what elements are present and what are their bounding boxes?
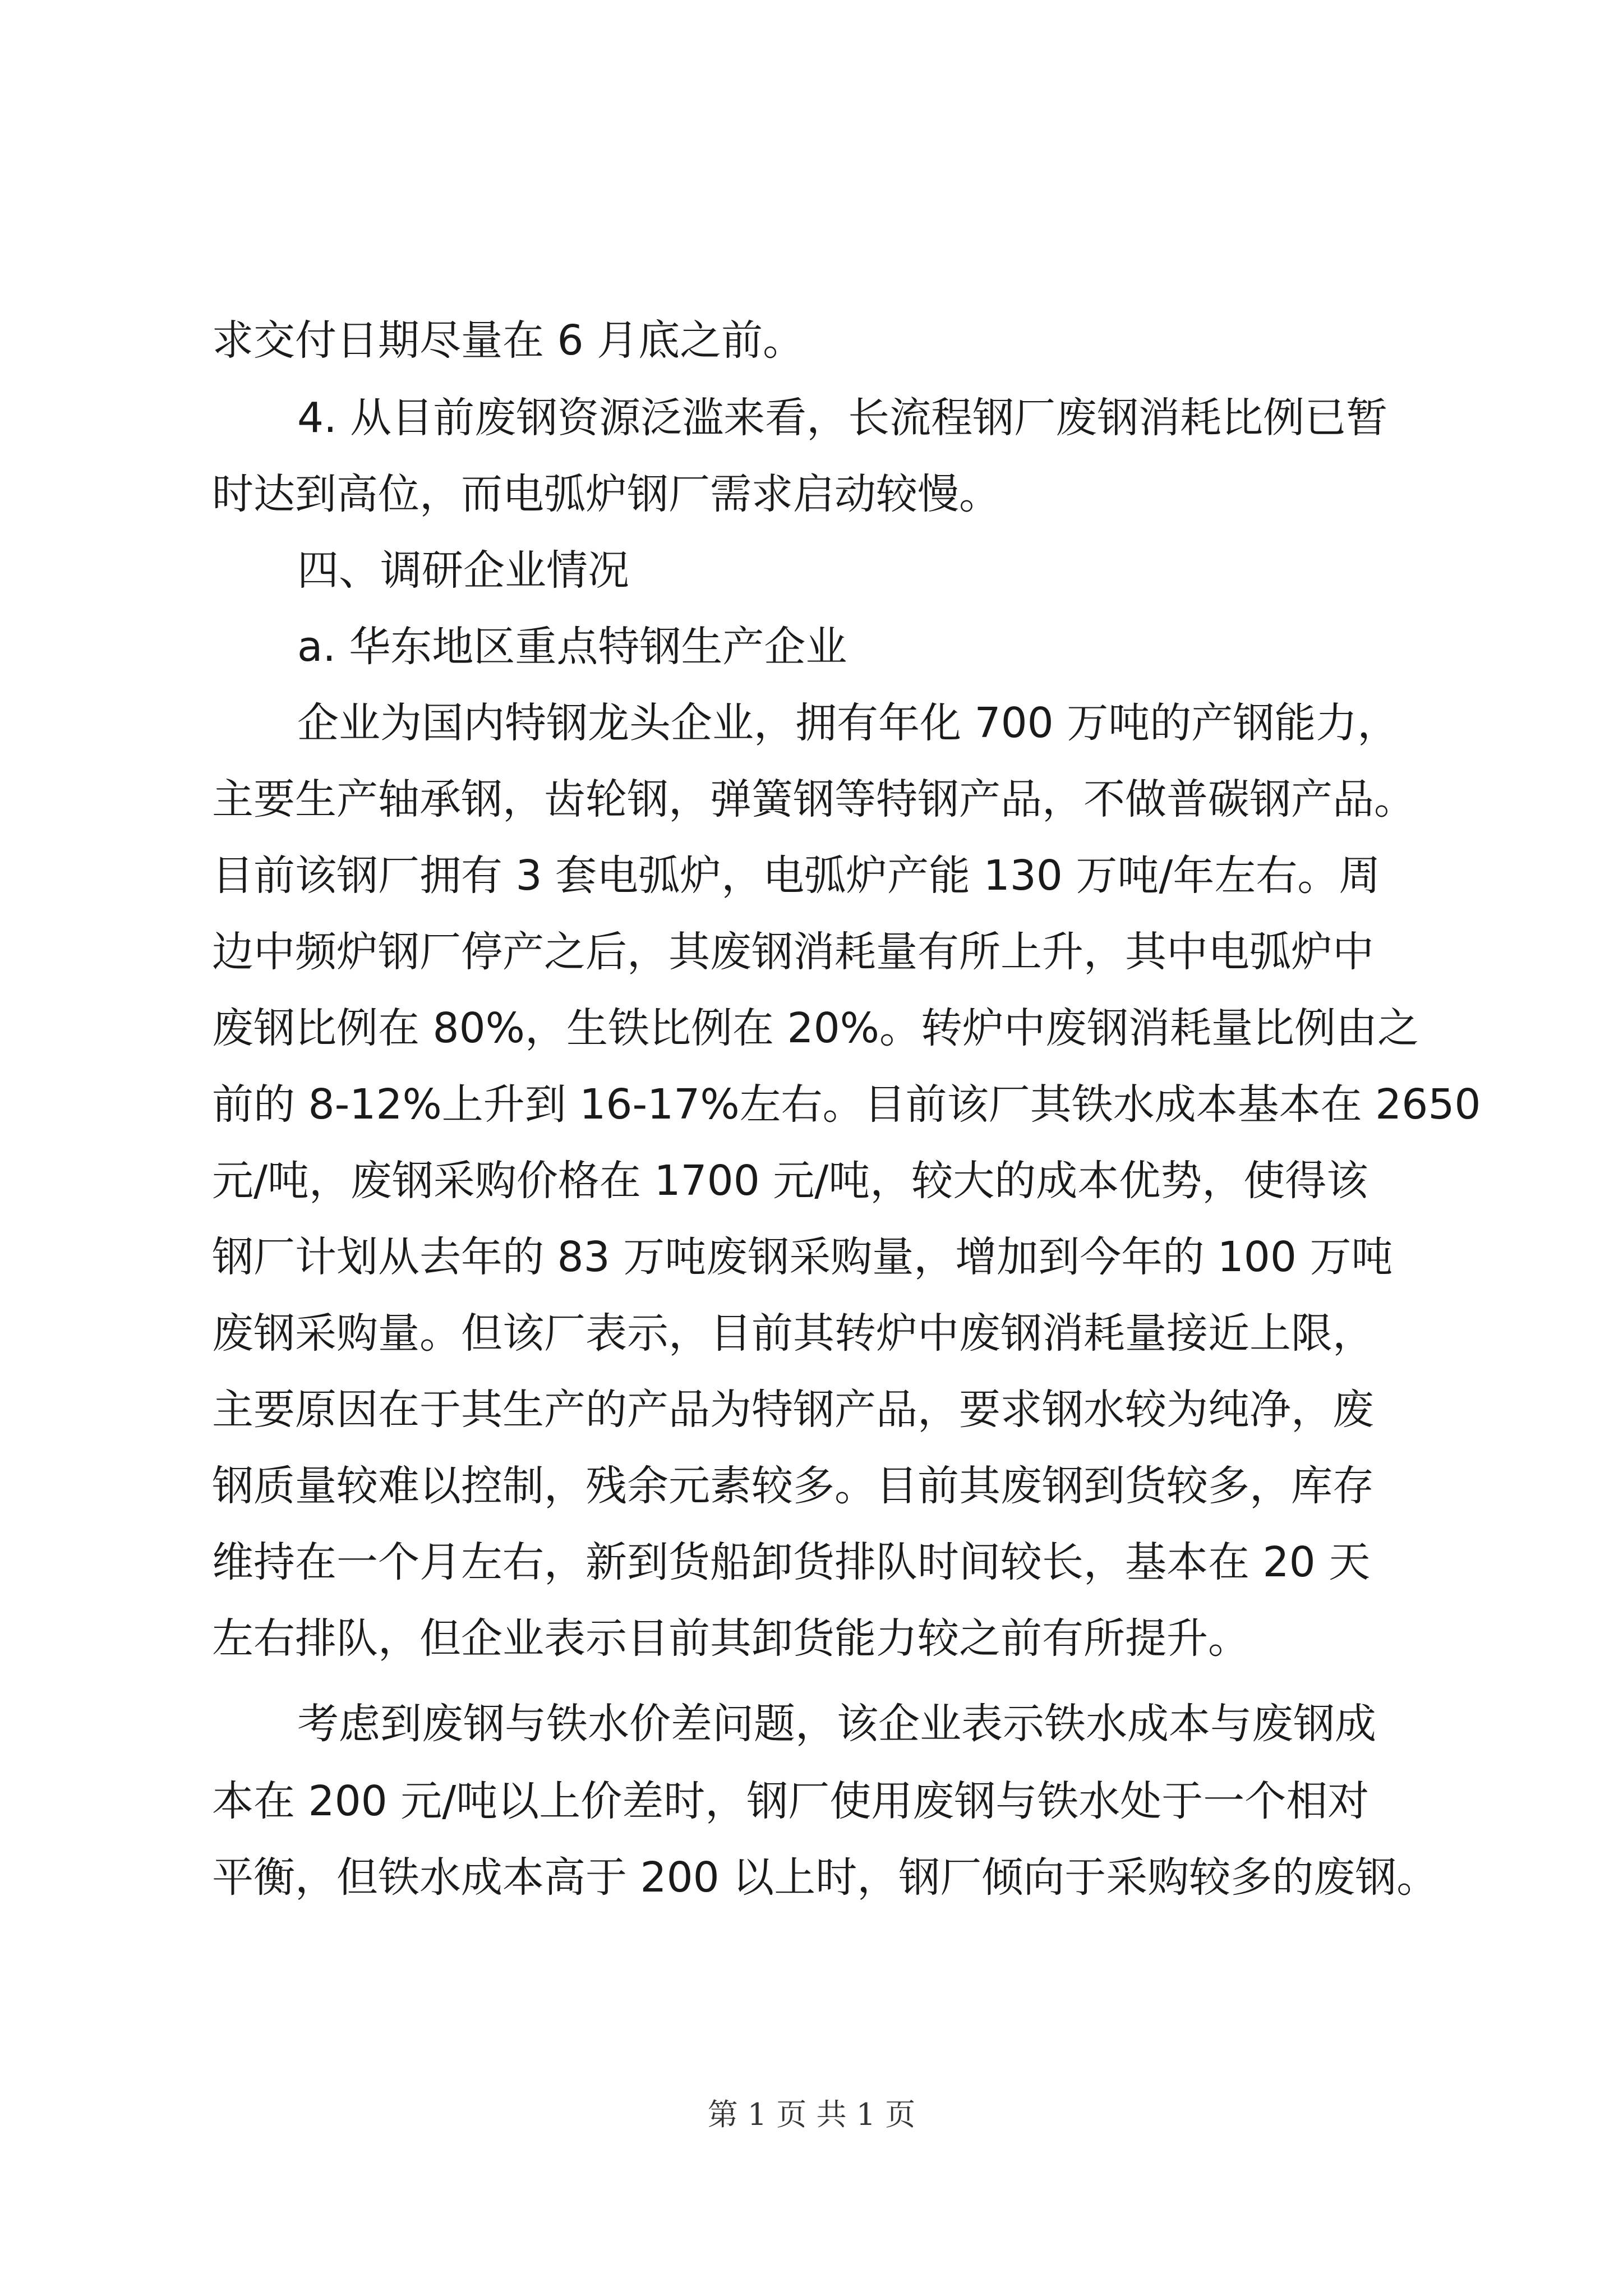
- text-line: 钢质量较难以控制，残余元素较多。目前其废钢到货较多，库存: [212, 1462, 1374, 1510]
- text-line: 平衡，但铁水成本高于 200 以上时，钢厂倾向于采购较多的废钢。: [212, 1853, 1438, 1902]
- subsection-heading: a. 华东地区重点特钢生产企业: [297, 623, 847, 671]
- text-line: 钢厂计划从去年的 83 万吨废钢采购量，增加到今年的 100 万吨: [212, 1233, 1393, 1281]
- text-line: 废钢比例在 80%，生铁比例在 20%。转炉中废钢消耗量比例由之: [212, 1004, 1419, 1052]
- text-line: 主要生产轴承钢，齿轮钢，弹簧钢等特钢产品，不做普碳钢产品。: [212, 775, 1415, 823]
- text-line: 维持在一个月左右，新到货船卸货排队时间较长，基本在 20 天: [212, 1538, 1371, 1586]
- text-line: 时达到高位，而电弧炉钢厂需求启动较慢。: [212, 470, 1000, 518]
- text-line: 目前该钢厂拥有 3 套电弧炉，电弧炉产能 130 万吨/年左右。周: [212, 852, 1381, 900]
- text-line: 考虑到废钢与铁水价差问题，该企业表示铁水成本与废钢成: [297, 1700, 1376, 1748]
- text-line: 元/吨，废钢采购价格在 1700 元/吨，较大的成本优势，使得该: [212, 1157, 1368, 1205]
- text-line: 前的 8-12%上升到 16-17%左右。目前该厂其铁水成本基本在 2650: [212, 1080, 1481, 1129]
- text-line: 主要原因在于其生产的产品为特钢产品，要求钢水较为纯净，废: [212, 1386, 1374, 1434]
- page-footer: 第 1 页 共 1 页: [707, 2097, 916, 2132]
- text-line: 4. 从目前废钢资源泛滥来看，长流程钢厂废钢消耗比例已暂: [297, 394, 1388, 442]
- text-line: 左右排队，但企业表示目前其卸货能力较之前有所提升。: [212, 1614, 1249, 1663]
- text-line: 边中频炉钢厂停产之后，其废钢消耗量有所上升，其中电弧炉中: [212, 928, 1374, 976]
- section-heading: 四、调研企业情况: [297, 546, 629, 595]
- text-line: 企业为国内特钢龙头企业，拥有年化 700 万吨的产钢能力，: [297, 699, 1399, 747]
- text-line: 求交付日期尽量在 6 月底之前。: [212, 316, 805, 365]
- text-line: 废钢采购量。但该厂表示，目前其转炉中废钢消耗量接近上限，: [212, 1309, 1374, 1358]
- text-line: 本在 200 元/吨以上价差时，钢厂使用废钢与铁水处于一个相对: [212, 1777, 1370, 1825]
